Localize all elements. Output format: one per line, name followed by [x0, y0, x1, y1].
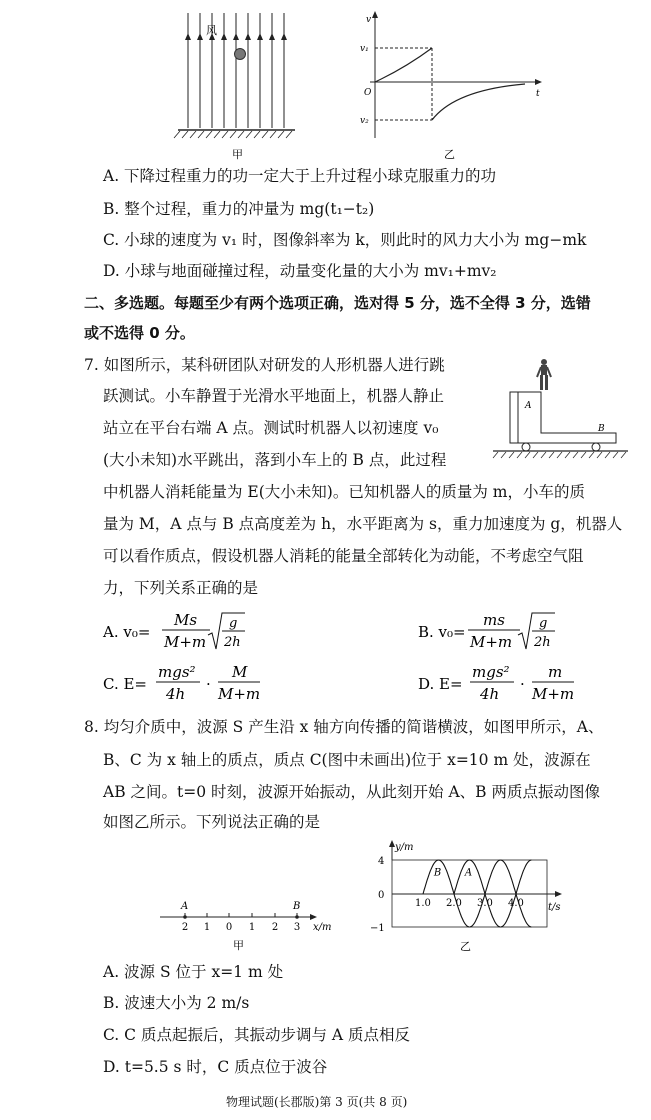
- x-unit-label: x/m: [313, 922, 332, 933]
- q7-option-b: [418, 611, 555, 651]
- q7-stem-line3: 站立在平台右端 A 点。测试时机器人以初速度 v₀: [103, 419, 439, 437]
- t-axis-label: t/s: [548, 902, 561, 913]
- q8-option-b: B. 波速大小为 2 m/s: [103, 994, 250, 1012]
- svg-text:M+m: M+m: [164, 633, 207, 651]
- v2-label: v₂: [360, 116, 369, 126]
- point-b-label: B: [598, 424, 605, 434]
- svg-text:m: m: [548, 663, 563, 681]
- point-a-label: A: [181, 901, 189, 912]
- q7-stem-line6: 量为 M，A 点与 B 点高度差为 h，水平距离为 s，重力加速度为 g，机器人: [103, 515, 623, 533]
- q8-option-a: A. 波源 S 位于 x=1 m 处: [103, 963, 284, 981]
- series-B-label: B: [433, 867, 442, 879]
- q6-option-a: A. 下降过程重力的功一定大于上升过程小球克服重力的功: [103, 167, 497, 185]
- q7-option-d: [418, 663, 574, 703]
- q6-option-b: B. 整个过程，重力的冲量为 mg(t₁−t₂): [103, 200, 375, 218]
- point-b-label: B: [293, 901, 301, 912]
- v1-label: v₁: [360, 44, 369, 54]
- svg-text:·: ·: [520, 675, 525, 693]
- svg-text:2h: 2h: [224, 635, 241, 650]
- x-tick-label: 3.0: [477, 898, 493, 909]
- x-tick: 3: [293, 922, 301, 933]
- fig-yi-caption: 乙: [460, 940, 471, 953]
- q7-option-a: [102, 611, 245, 651]
- svg-text:M+m: M+m: [218, 685, 261, 703]
- y-axis-label: y/m: [395, 842, 414, 853]
- q8-option-c: C. C 质点起振后，其振动步调与 A 质点相反: [103, 1026, 410, 1044]
- svg-text:g: g: [229, 616, 238, 631]
- q8-stem-line1: 8. 均匀介质中，波源 S 产生沿 x 轴方向传播的简谐横波，如图甲所示，A、: [84, 718, 604, 736]
- q8-stem-line4: 如图乙所示。下列说法正确的是: [103, 813, 321, 831]
- x-tick: 2: [181, 922, 189, 933]
- t-axis-label: t: [536, 89, 540, 99]
- x-axis-figure: [155, 895, 355, 955]
- svg-text:D. E=: D. E=: [418, 675, 463, 693]
- x-tick-label: 4.0: [508, 898, 524, 909]
- fig-yi-caption: 乙: [444, 148, 455, 161]
- svg-text:Ms: Ms: [174, 611, 198, 629]
- origin-label: O: [364, 88, 372, 98]
- svg-text:2h: 2h: [534, 635, 551, 650]
- q7-stem-line8: 力，下列关系正确的是: [103, 579, 259, 597]
- q7-stem-line1: 7. 如图所示，某科研团队对研发的人形机器人进行跳: [84, 356, 445, 374]
- section2-heading-line2: 或不选得 0 分。: [84, 324, 195, 342]
- fig-jia-caption: 甲: [232, 148, 243, 161]
- q6-option-c: C. 小球的速度为 v₁ 时，图像斜率为 k，则此时的风力大小为 mg−mk: [103, 231, 587, 249]
- wind-label: 风: [206, 24, 217, 37]
- svg-text:mgs²: mgs²: [472, 663, 510, 681]
- point-a-label: A: [525, 401, 532, 411]
- x-tick-label: 2.0: [446, 898, 462, 909]
- y-tick-label: 0: [378, 890, 385, 901]
- top-figures: [170, 8, 550, 163]
- page-footer: 物理试题(长郡版)第 3 页(共 8 页): [226, 1095, 408, 1109]
- yt-graph: [362, 838, 582, 958]
- svg-text:4h: 4h: [480, 685, 500, 703]
- svg-text:B. v₀=: B. v₀=: [418, 623, 466, 641]
- ball: [235, 49, 246, 60]
- svg-text:A. v₀=: A. v₀=: [103, 623, 151, 641]
- section2-heading-line1: 二、多选题。每题至少有两个选项正确，选对得 5 分，选不全得 3 分，选错: [84, 294, 591, 312]
- svg-text:g: g: [539, 616, 548, 631]
- svg-text:C. E=: C. E=: [103, 675, 147, 693]
- q7-stem-line7: 可以看作质点，假设机器人消耗的能量全部转化为动能，不考虑空气阻: [103, 547, 584, 565]
- wind-field-figure: [174, 13, 295, 138]
- svg-text:4h: 4h: [166, 685, 186, 703]
- x-tick-label: 1.0: [415, 898, 431, 909]
- q7-option-c: [103, 663, 260, 703]
- v-axis-label: v: [366, 15, 372, 25]
- robot-icon: [537, 359, 551, 390]
- y-tick-label: 4: [378, 856, 385, 867]
- fig-jia-caption: 甲: [233, 939, 244, 952]
- q6-option-d: D. 小球与地面碰撞过程，动量变化量的大小为 mv₁+mv₂: [103, 262, 497, 280]
- q7-stem-line4: (大小未知)水平跳出，落到小车上的 B 点，此过程: [103, 451, 447, 469]
- robot-cart-figure: [488, 350, 638, 465]
- x-tick: 1: [248, 922, 256, 933]
- x-tick: 2: [271, 922, 279, 933]
- q8-stem-line3: AB 之间。t=0 时刻，波源开始振动，从此刻开始 A、B 两质点振动图像: [103, 783, 600, 801]
- svg-text:M+m: M+m: [470, 633, 513, 651]
- x-tick: 0: [225, 922, 233, 933]
- series-A-label: A: [464, 867, 473, 879]
- q7-stem-line5: 中机器人消耗能量为 E(大小未知)。已知机器人的质量为 m，小车的质: [103, 483, 585, 501]
- svg-text:M+m: M+m: [532, 685, 575, 703]
- q8-option-d: D. t=5.5 s 时，C 质点位于波谷: [103, 1058, 328, 1076]
- x-tick: 1: [203, 922, 211, 933]
- svg-text:mgs²: mgs²: [158, 663, 196, 681]
- vt-graph: [370, 11, 542, 138]
- svg-text:·: ·: [206, 675, 211, 693]
- y-tick-label: −1: [370, 923, 385, 934]
- q7-options: [100, 605, 580, 705]
- q7-stem-line2: 跃测试。小车静置于光滑水平地面上，机器人静止: [103, 387, 445, 405]
- svg-text:M: M: [232, 663, 248, 681]
- q8-stem-line2: B、C 为 x 轴上的质点，质点 C(图中未画出)位于 x=10 m 处，波源在: [103, 751, 591, 769]
- svg-text:ms: ms: [483, 611, 505, 629]
